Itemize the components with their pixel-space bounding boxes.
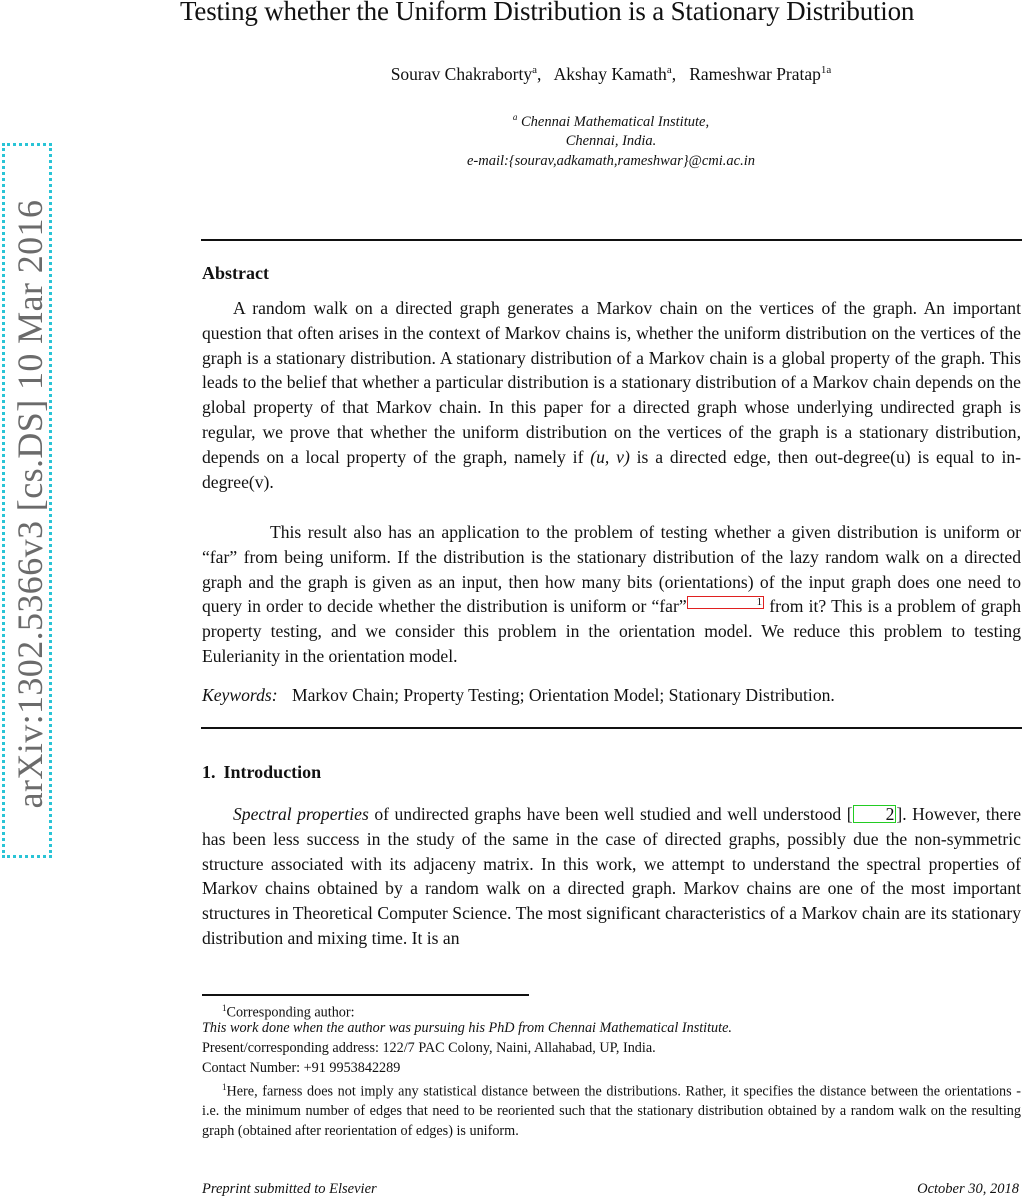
affiliation [200, 108, 1022, 171]
footnote-rule [202, 994, 529, 996]
affiliation-institute: $^a$ Chennai Mathematical Institute, [512, 112, 710, 130]
keywords-text: Markov Chain; Property Testing; Orientation Model; Stationary Distribution. [292, 685, 835, 705]
footnote-2: $^1$Here, farness does not imply any statistical distance between the distributions. Rather, it specifies the distance between the orientations - i.e. the minimum number of edges that need to be reoriented such that the stationary distribution obtained by a random walk on the resulting graph (obtained after reorientation of edges) is uniform. [202, 1082, 1021, 1139]
author-mark: 1a [820, 64, 832, 77]
author-name: Sourav Chakraborty [390, 64, 533, 84]
section-number: 1. [202, 762, 216, 782]
abstract-heading: Abstract [202, 263, 269, 283]
preprint-note: Preprint submitted to Elsevier [202, 1181, 377, 1197]
author-mark: a [666, 64, 672, 77]
section-heading-introduction [202, 762, 321, 783]
arxiv-stamp-text: arXiv:1302.5366v3 [cs.DS] 10 Mar 2016 [10, 199, 50, 809]
abstract-paragraph-2: This result also has an application to the problem of testing whether a given distribution is uniform or “far” from being uniform. If the distribution is the stationary distribution of the lazy random walk on a directed graph and the graph is given as an input, then how many bits (orientations) of the input graph does one need to query in order to decide whether the distribution is uniform or “far” 1 from it? This is a problem of graph property testing, and we consider this problem in the orientation model. We reduce this problem to testing Eulerianity in the orientation model. [202, 522, 1021, 666]
abstract-paragraph-1: A random walk on a directed graph generates a Markov chain on the vertices of the graph. An important question that often arises in the context of Markov chains is, whether the uniform distribution on the vertices of the graph is a stationary distribution. A stationary distribution of a Markov chain is a global property of the graph. This leads to the belief that whether a particular distribution is a stationary distribution of a Markov chain depends on the global property of that Markov chain. In this paper for a directed graph whose underlying undirected graph is regular, we prove that whether the uniform distribution on the vertices of the graph is a stationary distribution, depends on a local property of the graph, namely if (u, v) is a directed edge, then out-degree(u) is equal to in-degree(v). [202, 298, 1021, 492]
author-name: Akshay Kamath [553, 64, 667, 84]
affiliation-email: e-mail:{sourav,adkamath,rameshwar}@cmi.ac.in [466, 152, 756, 169]
keywords-label: Keywords: [202, 685, 278, 705]
citation-link[interactable]: 2 [853, 805, 897, 823]
abstract-top-rule [201, 239, 1022, 241]
abstract-bottom-rule [201, 727, 1022, 729]
author-mark: a [532, 64, 538, 77]
keywords [202, 685, 1021, 706]
math-edge: (u, v) [590, 446, 630, 467]
arxiv-stamp [2, 143, 52, 858]
author-list: Sourav Chakraborty$^a$, Akshay Kamath$^a$, Rameshwar Pratap$^{1a}$ [390, 64, 832, 84]
footnote-1-line-3: Present/corresponding address: 122/7 PAC Colony, Naini, Allahabad, UP, India. [202, 1040, 656, 1056]
footnote-1-line-4: Contact Number: +91 9953842289 [202, 1060, 401, 1076]
affiliation-mark: a [512, 112, 518, 122]
introduction-paragraph: Spectral properties of undirected graphs have been well studied and well understood [ 2 ]. However, there has been less success in the study of the same in the case of directed graphs, possibly due the non-symmetric structure associated with its adjaceny matrix. In this work, we attempt to understand the spectral properties of Markov chains obtained by a random walk on a directed graph. Markov chains are one of the most important structures in Theoretical Computer Science. The most significant characteristics of a Markov chain are its stationary distribution and mixing time. It is an [202, 804, 1021, 948]
author-name: Rameshwar Pratap [689, 64, 821, 84]
footnote-ref-link[interactable]: 1 [687, 596, 765, 609]
paper-title: Testing whether the Uniform Distribution is a Stationary Distribution [180, 0, 915, 26]
intro-lead-italic: Spectral properties [233, 804, 369, 824]
footnote-mark: 1 [222, 1003, 227, 1013]
date: October 30, 2018 [917, 1181, 1019, 1197]
footnote-1-line-2: This work done when the author was pursuing his PhD from Chennai Mathematical Institute. [202, 1020, 732, 1036]
section-title: Introduction [223, 762, 322, 782]
affiliation-city: Chennai, India. [565, 133, 657, 150]
footnote-mark: 1 [222, 1082, 227, 1092]
footnote-1: $^1$Corresponding author: [222, 1003, 355, 1021]
